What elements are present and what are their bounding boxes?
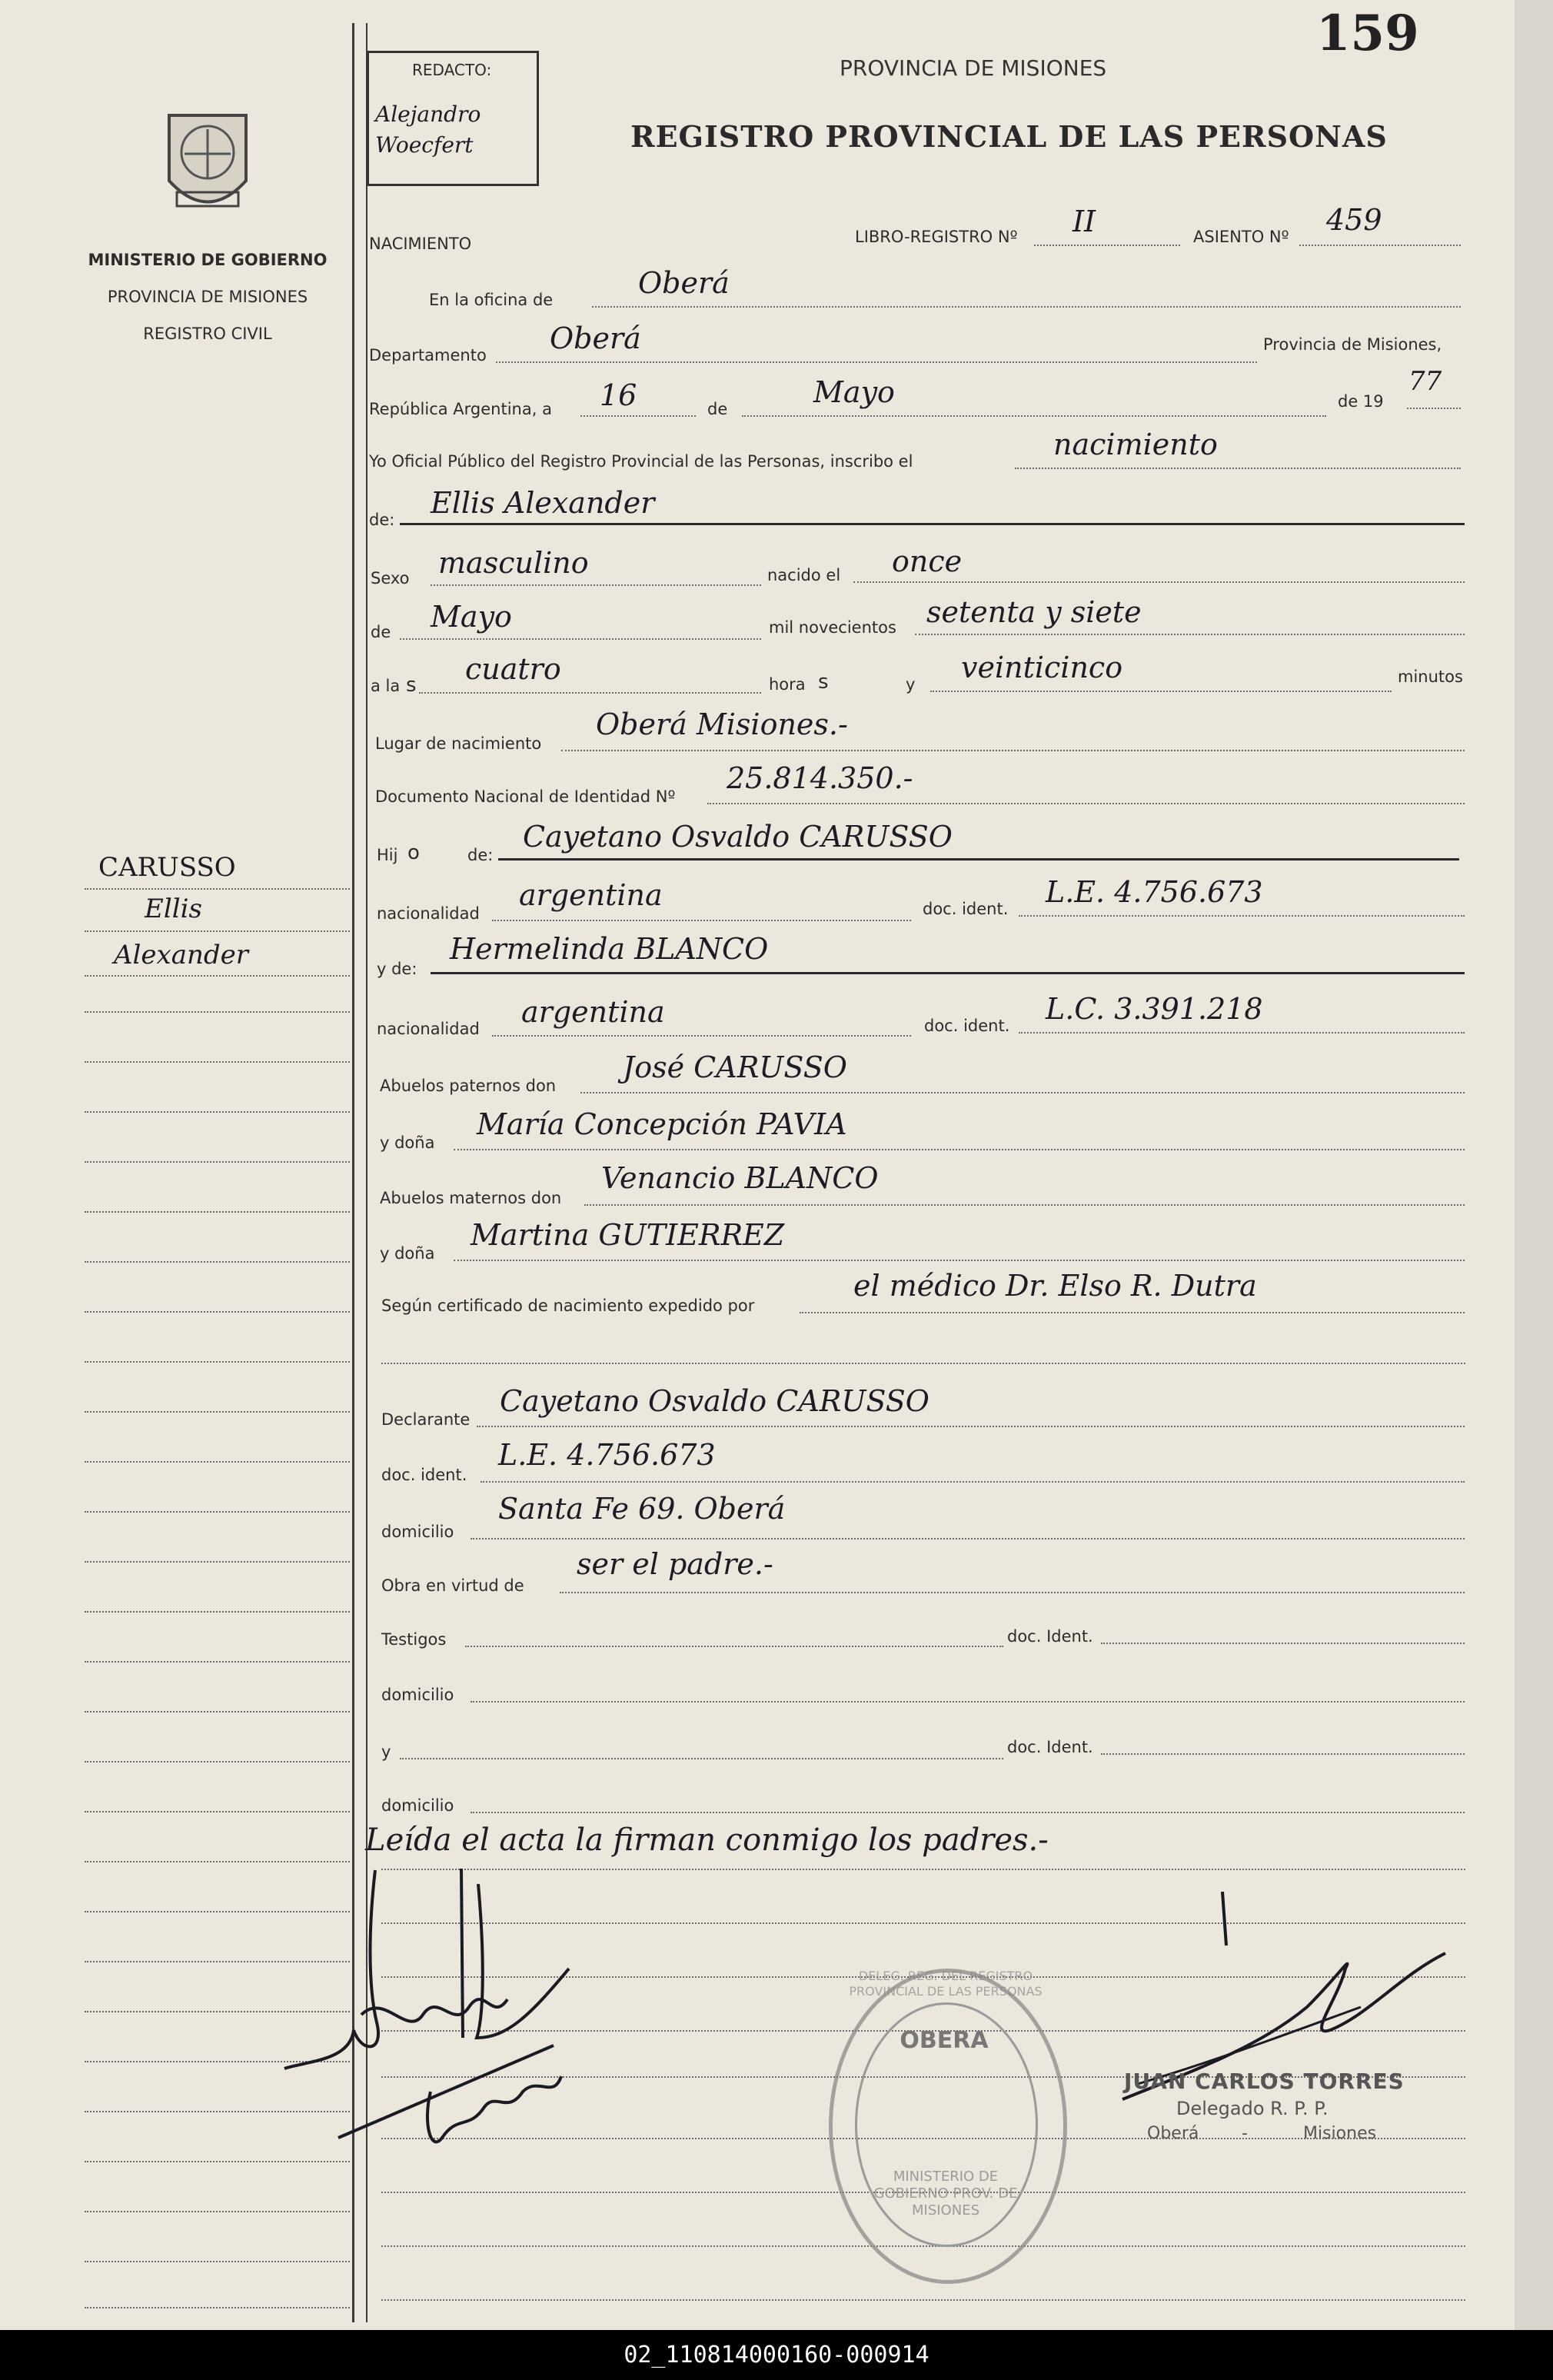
value-abuela-paterna: María Concepción PAVIA — [477, 1107, 847, 1141]
label-de-padre: de: — [467, 846, 494, 864]
value-doc-padre: L.E. 4.756.673 — [1046, 875, 1263, 909]
label-obra-en-virtud: Obra en virtud de — [381, 1576, 524, 1595]
label-de-mes: de — [371, 623, 391, 641]
value-abuelo-paterno: José CARUSSO — [623, 1050, 847, 1084]
stamp-city: OBERA — [900, 2027, 989, 2054]
page-number: 159 — [1316, 5, 1419, 62]
label-y-de-madre: y de: — [377, 960, 417, 978]
label-doc-madre: doc. ident. — [924, 1017, 1010, 1035]
value-nacionalidad-madre: argentina — [521, 995, 665, 1029]
delegate-title: Delegado R. P. P. — [1176, 2098, 1329, 2119]
margin-note-surname: CARUSSO — [98, 852, 236, 883]
value-hij-suffix: o — [407, 841, 420, 864]
image-caption: 02_110814000160-000914 — [0, 2330, 1553, 2380]
label-nacido: nacido el — [767, 566, 841, 584]
label-testigos: Testigos — [381, 1630, 447, 1649]
value-doc-madre: L.C. 3.391.218 — [1046, 992, 1263, 1026]
label-mil-novecientos: mil novecientos — [769, 618, 896, 637]
value-abuela-materna: Martina GUTIERREZ — [471, 1218, 785, 1252]
margin-note-name1: Ellis — [145, 894, 202, 924]
label-domicilio-testigo2: domicilio — [381, 1796, 454, 1815]
label-de-anio: de 19 — [1338, 392, 1384, 411]
label-hij: Hij — [377, 846, 398, 864]
label-asiento: ASIENTO Nº — [1193, 228, 1289, 246]
value-padre: Cayetano Osvaldo CARUSSO — [523, 820, 953, 854]
label-nacionalidad-padre: nacionalidad — [377, 904, 480, 923]
value-lugar: Oberá Misiones.- — [596, 707, 848, 741]
value-domicilio-declarante: Santa Fe 69. Oberá — [498, 1492, 786, 1526]
label-lugar: Lugar de nacimiento — [375, 734, 542, 753]
value-inscripcion: nacimiento — [1053, 428, 1218, 461]
value-abuelo-materno: Venancio BLANCO — [601, 1161, 879, 1195]
ministry-title: MINISTERIO DE GOBIERNO — [88, 251, 328, 269]
label-doc-testigo1: doc. Ident. — [1007, 1627, 1093, 1646]
value-declarante: Cayetano Osvaldo CARUSSO — [500, 1384, 929, 1418]
value-a-la-suffix: s — [406, 674, 417, 697]
ministry-province: PROVINCIA DE MISIONES — [107, 288, 308, 306]
label-a-la: a la — [371, 677, 401, 695]
value-doc-declarante: L.E. 4.756.673 — [498, 1438, 716, 1472]
value-hora-plural: s — [818, 671, 829, 694]
value-mes: Mayo — [813, 375, 895, 409]
label-provincia: Provincia de Misiones, — [1263, 335, 1442, 354]
delegate-city: Oberá — [1147, 2124, 1199, 2143]
label-domicilio-declarante: domicilio — [381, 1523, 454, 1541]
value-obra: ser el padre.- — [577, 1547, 773, 1581]
value-madre: Hermelinda BLANCO — [450, 932, 769, 966]
label-declarante: Declarante — [381, 1410, 471, 1429]
value-certificado: el médico Dr. Elso R. Dutra — [853, 1269, 1257, 1303]
label-abuelos-paternos: Abuelos paternos don — [380, 1077, 557, 1095]
value-nacido-anio: setenta y siete — [926, 595, 1142, 629]
redacto-label: REDACTO: — [412, 61, 492, 79]
label-republica: República Argentina, a — [369, 400, 552, 418]
label-departamento: Departamento — [369, 346, 487, 364]
stamp-ring-text: DELEG. REG. DEL REGISTRO PROVINCIAL DE LAS PERSONAS — [849, 1969, 1043, 1999]
label-minutos: minutos — [1398, 667, 1463, 686]
label-y-minutos: y — [906, 675, 916, 694]
label-de-nombre: de: — [369, 511, 395, 529]
value-nacido-mes: Mayo — [431, 600, 512, 634]
value-anio: 77 — [1408, 366, 1442, 397]
label-de-mes-acta: de — [707, 400, 728, 418]
label-nacimiento: NACIMIENTO — [369, 235, 472, 253]
value-libro-registro: II — [1072, 205, 1096, 238]
value-hora: cuatro — [465, 652, 561, 686]
redacto-box — [367, 51, 539, 186]
label-doc-testigo2: doc. Ident. — [1007, 1738, 1093, 1756]
delegate-dash: - — [1242, 2124, 1248, 2143]
label-abuelos-maternos: Abuelos maternos don — [380, 1189, 562, 1207]
value-nombre: Ellis Alexander — [431, 486, 655, 520]
label-nacionalidad-madre: nacionalidad — [377, 1020, 480, 1038]
redacto-value: Alejandro Woecfert — [375, 102, 481, 158]
value-minutos: veinticinco — [961, 651, 1123, 684]
stamp-bottom-text: MINISTERIO DE GOBIERNO PROV. DE MISIONES — [873, 2169, 1018, 2219]
header-registry: REGISTRO PROVINCIAL DE LAS PERSONAS — [630, 119, 1388, 154]
label-domicilio-testigo1: domicilio — [381, 1686, 454, 1704]
page-edge — [1515, 0, 1553, 2330]
margin-note-name2: Alexander — [114, 940, 249, 970]
label-y-dona-paterna: y doña — [380, 1133, 435, 1152]
label-doc-declarante: doc. ident. — [381, 1466, 467, 1484]
ministry-civil-registry: REGISTRO CIVIL — [143, 325, 272, 343]
value-sexo: masculino — [438, 546, 589, 580]
label-hora: hora — [769, 675, 806, 694]
label-segun-certificado: Según certificado de nacimiento expedido por — [381, 1297, 755, 1315]
value-departamento: Oberá — [550, 321, 641, 355]
header-province: PROVINCIA DE MISIONES — [840, 55, 1107, 81]
parents-signatures — [277, 1861, 630, 2215]
value-dni: 25.814.350.- — [727, 761, 913, 795]
value-asiento: 459 — [1326, 203, 1382, 237]
value-oficina: Oberá — [638, 266, 730, 300]
value-nacionalidad-padre: argentina — [519, 878, 663, 912]
label-y-dona-materna: y doña — [380, 1244, 435, 1263]
label-sexo: Sexo — [371, 569, 410, 588]
label-yo-oficial: Yo Oficial Público del Registro Provincial de las Personas, inscribo el — [369, 452, 913, 471]
label-y-testigo2: y — [381, 1743, 391, 1761]
label-libro-registro: LIBRO-REGISTRO Nº — [855, 228, 1018, 246]
label-doc-padre: doc. ident. — [923, 900, 1009, 918]
value-nacido-dia: once — [892, 544, 963, 578]
value-cierre: Leída el acta la firman conmigo los padres.- — [365, 1822, 1049, 1858]
delegate-province: Misiones — [1303, 2124, 1377, 2143]
label-oficina: En la oficina de — [429, 291, 554, 309]
value-dia: 16 — [600, 378, 637, 412]
delegate-name: JUAN CARLOS TORRES — [1124, 2069, 1405, 2094]
coat-of-arms-icon — [154, 108, 261, 223]
label-documento: Documento Nacional de Identidad Nº — [375, 787, 676, 806]
